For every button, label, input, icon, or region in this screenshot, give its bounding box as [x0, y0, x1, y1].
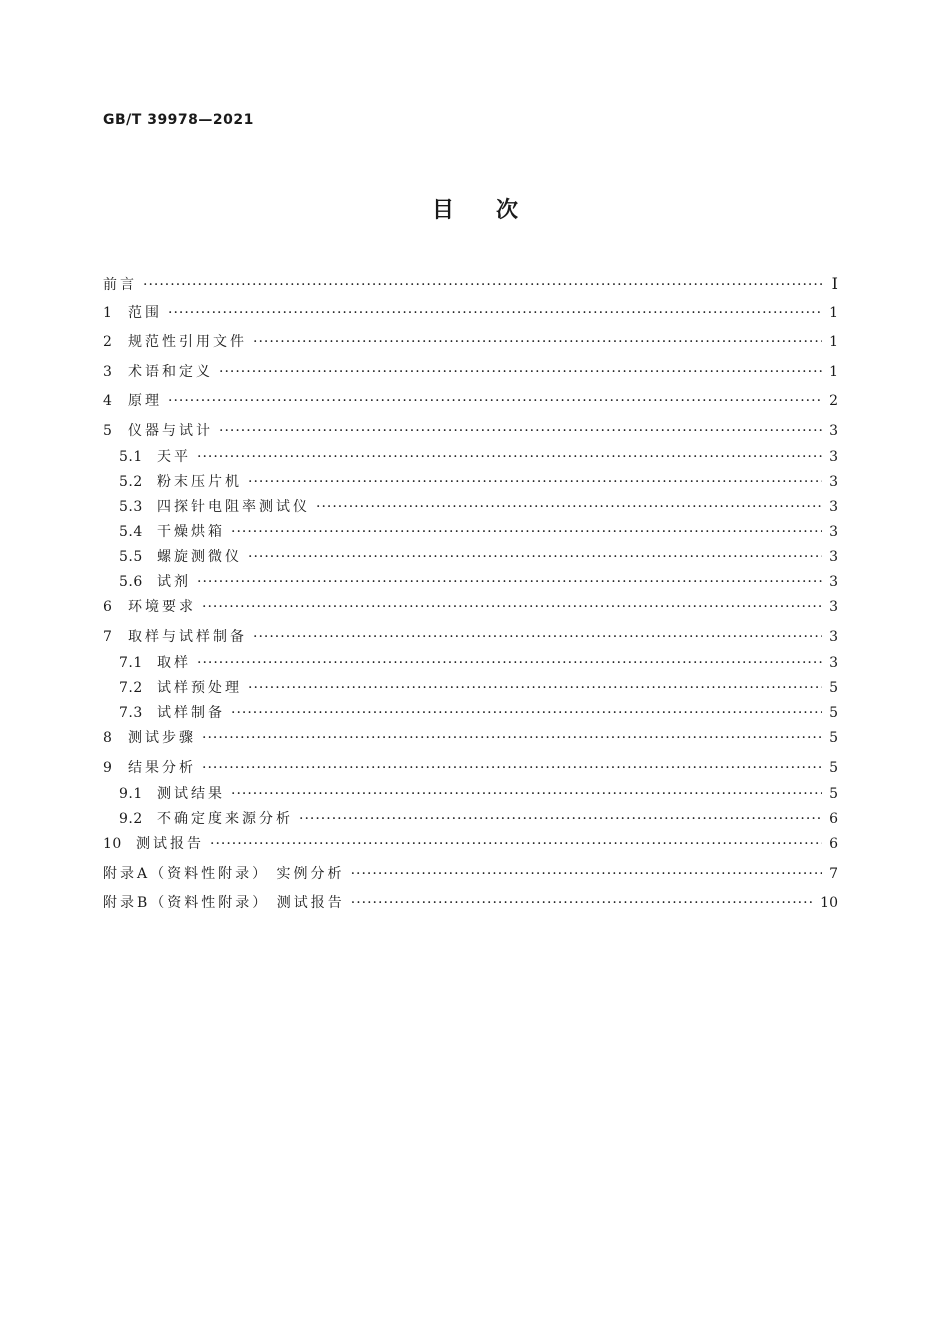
toc-entry-page: 3: [829, 574, 838, 590]
toc-entry-9[interactable]: [103, 756, 838, 786]
toc-entry-number: 9.2: [119, 811, 143, 827]
toc-entry-page: 3: [829, 599, 838, 615]
toc-entry-page: 3: [829, 524, 838, 540]
toc-entry-4[interactable]: [103, 389, 838, 419]
toc-entry-7[interactable]: [103, 625, 838, 655]
toc-entry-label: 仪器与试计: [128, 422, 213, 439]
toc-entry-page: 5: [829, 705, 838, 721]
toc-entry-number: 4: [103, 393, 113, 409]
toc-entry-9-1[interactable]: [103, 782, 838, 807]
toc-leader-dots: [197, 570, 822, 595]
toc-entry-page: 1: [829, 363, 838, 380]
toc-entry-label: 测试报告: [136, 836, 204, 852]
toc-entry-page: 3: [829, 449, 838, 465]
toc-entry-label: 取样: [157, 655, 191, 671]
toc-entry-label: 试样制备: [157, 705, 225, 721]
toc-entry-5-3[interactable]: [103, 495, 838, 520]
toc-entry-page: 3: [829, 549, 838, 565]
toc-leader-dots: [168, 301, 822, 326]
toc-leader-dots: [197, 445, 822, 470]
toc-leader-dots: [231, 701, 822, 726]
toc-leader-dots: [168, 389, 822, 414]
toc-entry-5-6[interactable]: [103, 570, 838, 595]
toc-entry-label: 取样与试样制备: [128, 628, 247, 645]
toc-entry-number: 9: [103, 759, 113, 776]
toc-leader-dots: [210, 832, 822, 857]
toc-entry-number: 7.3: [119, 705, 143, 721]
toc-entry-label: 前言: [103, 277, 137, 293]
toc-leader-dots: [231, 520, 822, 545]
toc-entry-page: 5: [829, 759, 838, 776]
toc-entry-number: 5.4: [119, 524, 143, 540]
toc-leader-dots: [253, 330, 822, 355]
toc-leader-dots: [248, 545, 822, 570]
toc-leader-dots: [219, 360, 822, 385]
toc-leader-dots: [351, 891, 814, 916]
toc-leader-dots: [248, 676, 822, 701]
toc-entry-number: 5: [103, 422, 113, 439]
toc-entry-6[interactable]: [103, 595, 838, 625]
toc-entry-number: 8: [103, 730, 113, 746]
toc-entry-appendix-b[interactable]: [103, 891, 838, 921]
toc-entry-label: 螺旋测微仪: [157, 549, 242, 565]
toc-entry-number: 9.1: [119, 786, 143, 802]
toc-entry-number: 7: [103, 628, 113, 645]
toc-entry-3[interactable]: [103, 360, 838, 390]
toc-entry-5-5[interactable]: [103, 545, 838, 570]
toc-entry-10[interactable]: [103, 832, 838, 862]
toc-entry-appendix-a[interactable]: [103, 862, 838, 892]
toc-entry-number: 5.3: [119, 499, 143, 515]
toc-entry-page: Ⅰ: [831, 274, 838, 293]
toc-leader-dots: [299, 807, 822, 832]
toc-list: [103, 271, 838, 921]
toc-entry-7-3[interactable]: [103, 701, 838, 726]
toc-leader-dots: [253, 625, 822, 650]
toc-leader-dots: [202, 595, 822, 620]
toc-entry-page: 6: [829, 811, 838, 827]
toc-entry-page: 7: [829, 865, 838, 882]
toc-entry-label: 试剂: [157, 574, 191, 590]
toc-entry-7-2[interactable]: [103, 676, 838, 701]
toc-entry-number: 5.5: [119, 549, 143, 565]
toc-entry-9-2[interactable]: [103, 807, 838, 832]
toc-entry-7-1[interactable]: [103, 651, 838, 676]
toc-entry-number: 5.2: [119, 474, 143, 490]
toc-entry-page: 6: [829, 836, 838, 852]
toc-entry-page: 1: [829, 304, 838, 321]
toc-entry-number: 5.6: [119, 574, 143, 590]
toc-entry-label: 干燥烘箱: [157, 524, 225, 540]
toc-entry-page: 3: [829, 628, 838, 645]
toc-entry-label: 不确定度来源分析: [157, 811, 293, 827]
toc-leader-dots: [202, 756, 822, 781]
toc-leader-dots: [248, 470, 822, 495]
standard-code: GB/T 39978—2021: [103, 112, 254, 128]
toc-entry-preface[interactable]: [103, 271, 838, 301]
toc-entry-5[interactable]: [103, 419, 838, 449]
toc-entry-number: 3: [103, 363, 113, 380]
toc-entry-label: 四探针电阻率测试仪: [157, 499, 310, 515]
toc-entry-label: 原理: [128, 393, 162, 409]
toc-entry-page: 3: [829, 655, 838, 671]
toc-entry-number: 1: [103, 304, 113, 321]
toc-entry-number: 5.1: [119, 449, 143, 465]
toc-entry-8[interactable]: [103, 726, 838, 756]
toc-leader-dots: [143, 273, 822, 298]
toc-entry-page: 2: [829, 393, 838, 409]
toc-entry-5-1[interactable]: [103, 445, 838, 470]
toc-entry-label: 环境要求: [128, 599, 196, 615]
toc-leader-dots: [197, 651, 822, 676]
toc-entry-label: 术语和定义: [128, 363, 213, 380]
toc-entry-page: 3: [829, 422, 838, 439]
toc-entry-page: 1: [829, 334, 838, 350]
toc-leader-dots: [351, 862, 822, 887]
toc-entry-page: 5: [829, 730, 838, 746]
toc-entry-page: 3: [829, 474, 838, 490]
toc-entry-5-4[interactable]: [103, 520, 838, 545]
toc-leader-dots: [316, 495, 822, 520]
toc-entry-label: 粉末压片机: [157, 474, 242, 490]
toc-entry-label: 附录A（资料性附录） 实例分析: [103, 865, 345, 882]
toc-entry-page: 5: [829, 786, 838, 802]
toc-entry-label: 天平: [157, 449, 191, 465]
toc-entry-label: 附录B（资料性附录） 测试报告: [103, 895, 345, 911]
toc-entry-number: 2: [103, 334, 113, 350]
toc-entry-page: 3: [829, 499, 838, 515]
toc-entry-label: 范围: [128, 304, 162, 321]
toc-entry-label: 结果分析: [128, 759, 196, 776]
toc-entry-number: 6: [103, 599, 113, 615]
toc-entry-number: 7.2: [119, 680, 143, 696]
toc-entry-label: 测试结果: [157, 786, 225, 802]
toc-entry-label: 规范性引用文件: [128, 334, 247, 350]
page-title: 目次: [431, 198, 560, 223]
toc-entry-label: 测试步骤: [128, 730, 196, 746]
toc-leader-dots: [202, 726, 822, 751]
toc-entry-1[interactable]: [103, 301, 838, 331]
toc-entry-number: 7.1: [119, 655, 143, 671]
toc-leader-dots: [219, 419, 822, 444]
toc-entry-number: 10: [103, 836, 122, 852]
toc-entry-page: 10: [820, 895, 838, 911]
toc-entry-2[interactable]: [103, 330, 838, 360]
toc-leader-dots: [231, 782, 822, 807]
toc-entry-5-2[interactable]: [103, 470, 838, 495]
toc-entry-page: 5: [829, 680, 838, 696]
toc-entry-label: 试样预处理: [157, 680, 242, 696]
